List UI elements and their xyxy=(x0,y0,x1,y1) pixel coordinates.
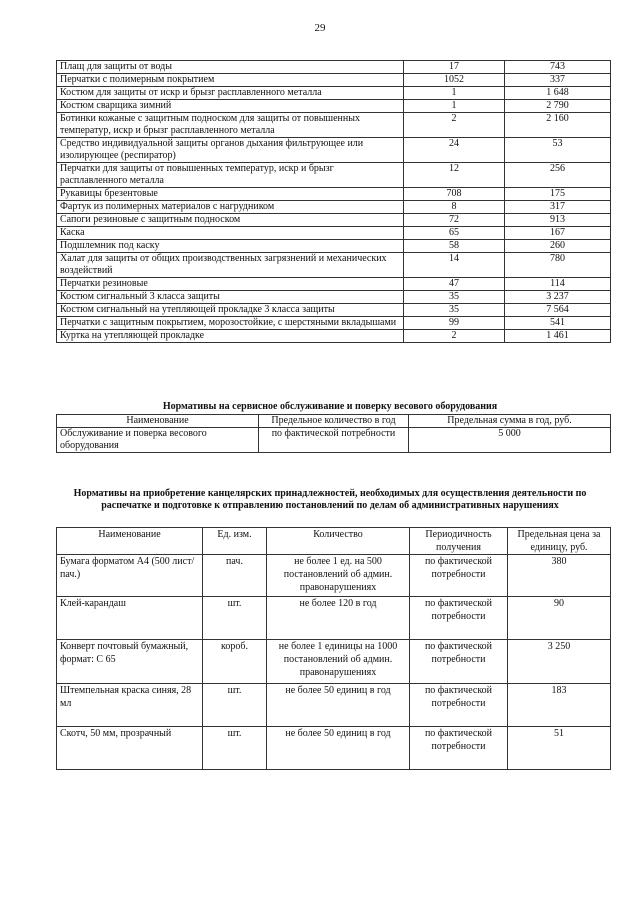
item-quantity: 17 xyxy=(404,61,505,74)
item-name: Костюм сигнальный на утепляющей прокладке 3 класса защиты xyxy=(57,304,404,317)
item-price: 183 xyxy=(508,684,611,727)
item-name: Обслуживание и поверка весового оборудования xyxy=(57,428,259,453)
column-header: Предельное количество в год xyxy=(259,415,409,428)
item-price: 337 xyxy=(505,74,611,87)
column-header: Предельная сумма в год, руб. xyxy=(409,415,611,428)
item-name: Костюм сварщика зимний xyxy=(57,100,404,113)
item-quantity: не более 50 единиц в год xyxy=(267,727,410,770)
table-row xyxy=(57,74,611,87)
item-sum: 5 000 xyxy=(409,428,611,453)
item-name: Перчатки с полимерным покрытием xyxy=(57,74,404,87)
table-row xyxy=(57,428,611,453)
item-name: Рукавицы брезентовые xyxy=(57,188,404,201)
table-row xyxy=(57,113,611,138)
item-quantity: 35 xyxy=(404,304,505,317)
table-row xyxy=(57,240,611,253)
item-price: 380 xyxy=(508,555,611,597)
column-header: Предельная цена за единицу, руб. xyxy=(508,528,611,555)
item-quantity: 12 xyxy=(404,163,505,188)
item-name: Ботинки кожаные с защитным подноском для защиты от повышенных температур, искр и брызг расплавленного металла xyxy=(57,113,404,138)
table-row xyxy=(57,555,611,597)
table-row xyxy=(57,138,611,163)
item-price: 1 461 xyxy=(505,330,611,343)
item-price: 541 xyxy=(505,317,611,330)
item-unit: шт. xyxy=(203,597,267,640)
item-name: Сапоги резиновые с защитным подноском xyxy=(57,214,404,227)
table-header-row xyxy=(57,528,611,555)
item-price: 114 xyxy=(505,278,611,291)
item-quantity: 2 xyxy=(404,330,505,343)
item-price: 1 648 xyxy=(505,87,611,100)
table-row xyxy=(57,291,611,304)
item-period: по фактической потребности xyxy=(410,597,508,640)
item-price: 3 237 xyxy=(505,291,611,304)
item-price: 3 250 xyxy=(508,640,611,684)
item-unit: шт. xyxy=(203,727,267,770)
item-price: 7 564 xyxy=(505,304,611,317)
table-row xyxy=(57,330,611,343)
table-row xyxy=(57,61,611,74)
item-name: Перчатки с защитным покрытием, морозостойкие, с шерстяными вкладышами xyxy=(57,317,404,330)
table-row xyxy=(57,684,611,727)
table-row xyxy=(57,214,611,227)
item-name: Костюм сигнальный 3 класса защиты xyxy=(57,291,404,304)
service-norms-heading: Нормативы на сервисное обслуживание и поверку весового оборудования xyxy=(162,401,498,412)
item-price: 317 xyxy=(505,201,611,214)
item-price: 51 xyxy=(508,727,611,770)
item-name: Средство индивидуальной защиты органов дыхания фильтрующее или изолирующее (респиратор) xyxy=(57,138,404,163)
page-number: 29 xyxy=(314,22,326,34)
item-name: Штемпельная краска синяя, 28 мл xyxy=(57,684,203,727)
item-quantity: 14 xyxy=(404,253,505,278)
item-price: 260 xyxy=(505,240,611,253)
table-row xyxy=(57,640,611,684)
item-unit: короб. xyxy=(203,640,267,684)
item-name: Перчатки для защиты от повышенных температур, искр и брызг расплавленного металла xyxy=(57,163,404,188)
item-name: Плащ для защиты от воды xyxy=(57,61,404,74)
item-period: по фактической потребности xyxy=(410,684,508,727)
column-header: Количество xyxy=(267,528,410,555)
table-header-row xyxy=(57,415,611,428)
item-quantity: 47 xyxy=(404,278,505,291)
item-name: Подшлемник под каску xyxy=(57,240,404,253)
stationery-norms-heading: Нормативы на приобретение канцелярских принадлежностей, необходимых для осуществления деятельности по распечатке и подготовке к отправлению постановлений по делам об административных нарушениях xyxy=(73,488,587,511)
table-row xyxy=(57,201,611,214)
item-quantity: не более 120 в год xyxy=(267,597,410,640)
item-name: Перчатки резиновые xyxy=(57,278,404,291)
item-quantity: 72 xyxy=(404,214,505,227)
item-quantity: не более 50 единиц в год xyxy=(267,684,410,727)
item-name: Конверт почтовый бумажный, формат: С 65 xyxy=(57,640,203,684)
item-price: 780 xyxy=(505,253,611,278)
item-name: Каска xyxy=(57,227,404,240)
item-quantity: 58 xyxy=(404,240,505,253)
table-row xyxy=(57,597,611,640)
item-price: 53 xyxy=(505,138,611,163)
item-name: Фартук из полимерных материалов с нагрудником xyxy=(57,201,404,214)
table-row xyxy=(57,87,611,100)
item-name: Клей-карандаш xyxy=(57,597,203,640)
table-row xyxy=(57,727,611,770)
item-price: 743 xyxy=(505,61,611,74)
item-quantity: 8 xyxy=(404,201,505,214)
service-norms-table xyxy=(56,414,611,453)
item-quantity: 1052 xyxy=(404,74,505,87)
item-price: 90 xyxy=(508,597,611,640)
item-price: 256 xyxy=(505,163,611,188)
item-quantity: 65 xyxy=(404,227,505,240)
item-name: Халат для защиты от общих производственных загрязнений и механических воздействий xyxy=(57,253,404,278)
column-header: Ед. изм. xyxy=(203,528,267,555)
item-quantity: не более 1 ед. на 500 постановлений об админ. правонарушениях xyxy=(267,555,410,597)
item-quantity: 1 xyxy=(404,87,505,100)
table-row xyxy=(57,253,611,278)
table-row xyxy=(57,278,611,291)
item-name: Скотч, 50 мм, прозрачный xyxy=(57,727,203,770)
item-name: Куртка на утепляющей прокладке xyxy=(57,330,404,343)
item-quantity: 2 xyxy=(404,113,505,138)
item-name: Бумага форматом А4 (500 лист/пач.) xyxy=(57,555,203,597)
item-price: 175 xyxy=(505,188,611,201)
table-row xyxy=(57,227,611,240)
item-price: 913 xyxy=(505,214,611,227)
column-header: Периодичность получения xyxy=(410,528,508,555)
table-row xyxy=(57,100,611,113)
table-row xyxy=(57,304,611,317)
item-quantity: 99 xyxy=(404,317,505,330)
item-price: 2 790 xyxy=(505,100,611,113)
ppe-norms-table xyxy=(56,60,611,343)
item-quantity: 24 xyxy=(404,138,505,163)
item-period: по фактической потребности xyxy=(410,727,508,770)
item-quantity: 35 xyxy=(404,291,505,304)
item-unit: пач. xyxy=(203,555,267,597)
item-quantity: 708 xyxy=(404,188,505,201)
item-price: 167 xyxy=(505,227,611,240)
item-quantity: по фактической потребности xyxy=(259,428,409,453)
stationery-norms-table xyxy=(56,527,611,770)
column-header: Наименование xyxy=(57,415,259,428)
item-unit: шт. xyxy=(203,684,267,727)
item-price: 2 160 xyxy=(505,113,611,138)
item-period: по фактической потребности xyxy=(410,640,508,684)
item-period: по фактической потребности xyxy=(410,555,508,597)
item-name: Костюм для защиты от искр и брызг расплавленного металла xyxy=(57,87,404,100)
column-header: Наименование xyxy=(57,528,203,555)
table-row xyxy=(57,188,611,201)
table-row xyxy=(57,163,611,188)
item-quantity: не более 1 единицы на 1000 постановлений об админ. правонарушениях xyxy=(267,640,410,684)
item-quantity: 1 xyxy=(404,100,505,113)
table-row xyxy=(57,317,611,330)
